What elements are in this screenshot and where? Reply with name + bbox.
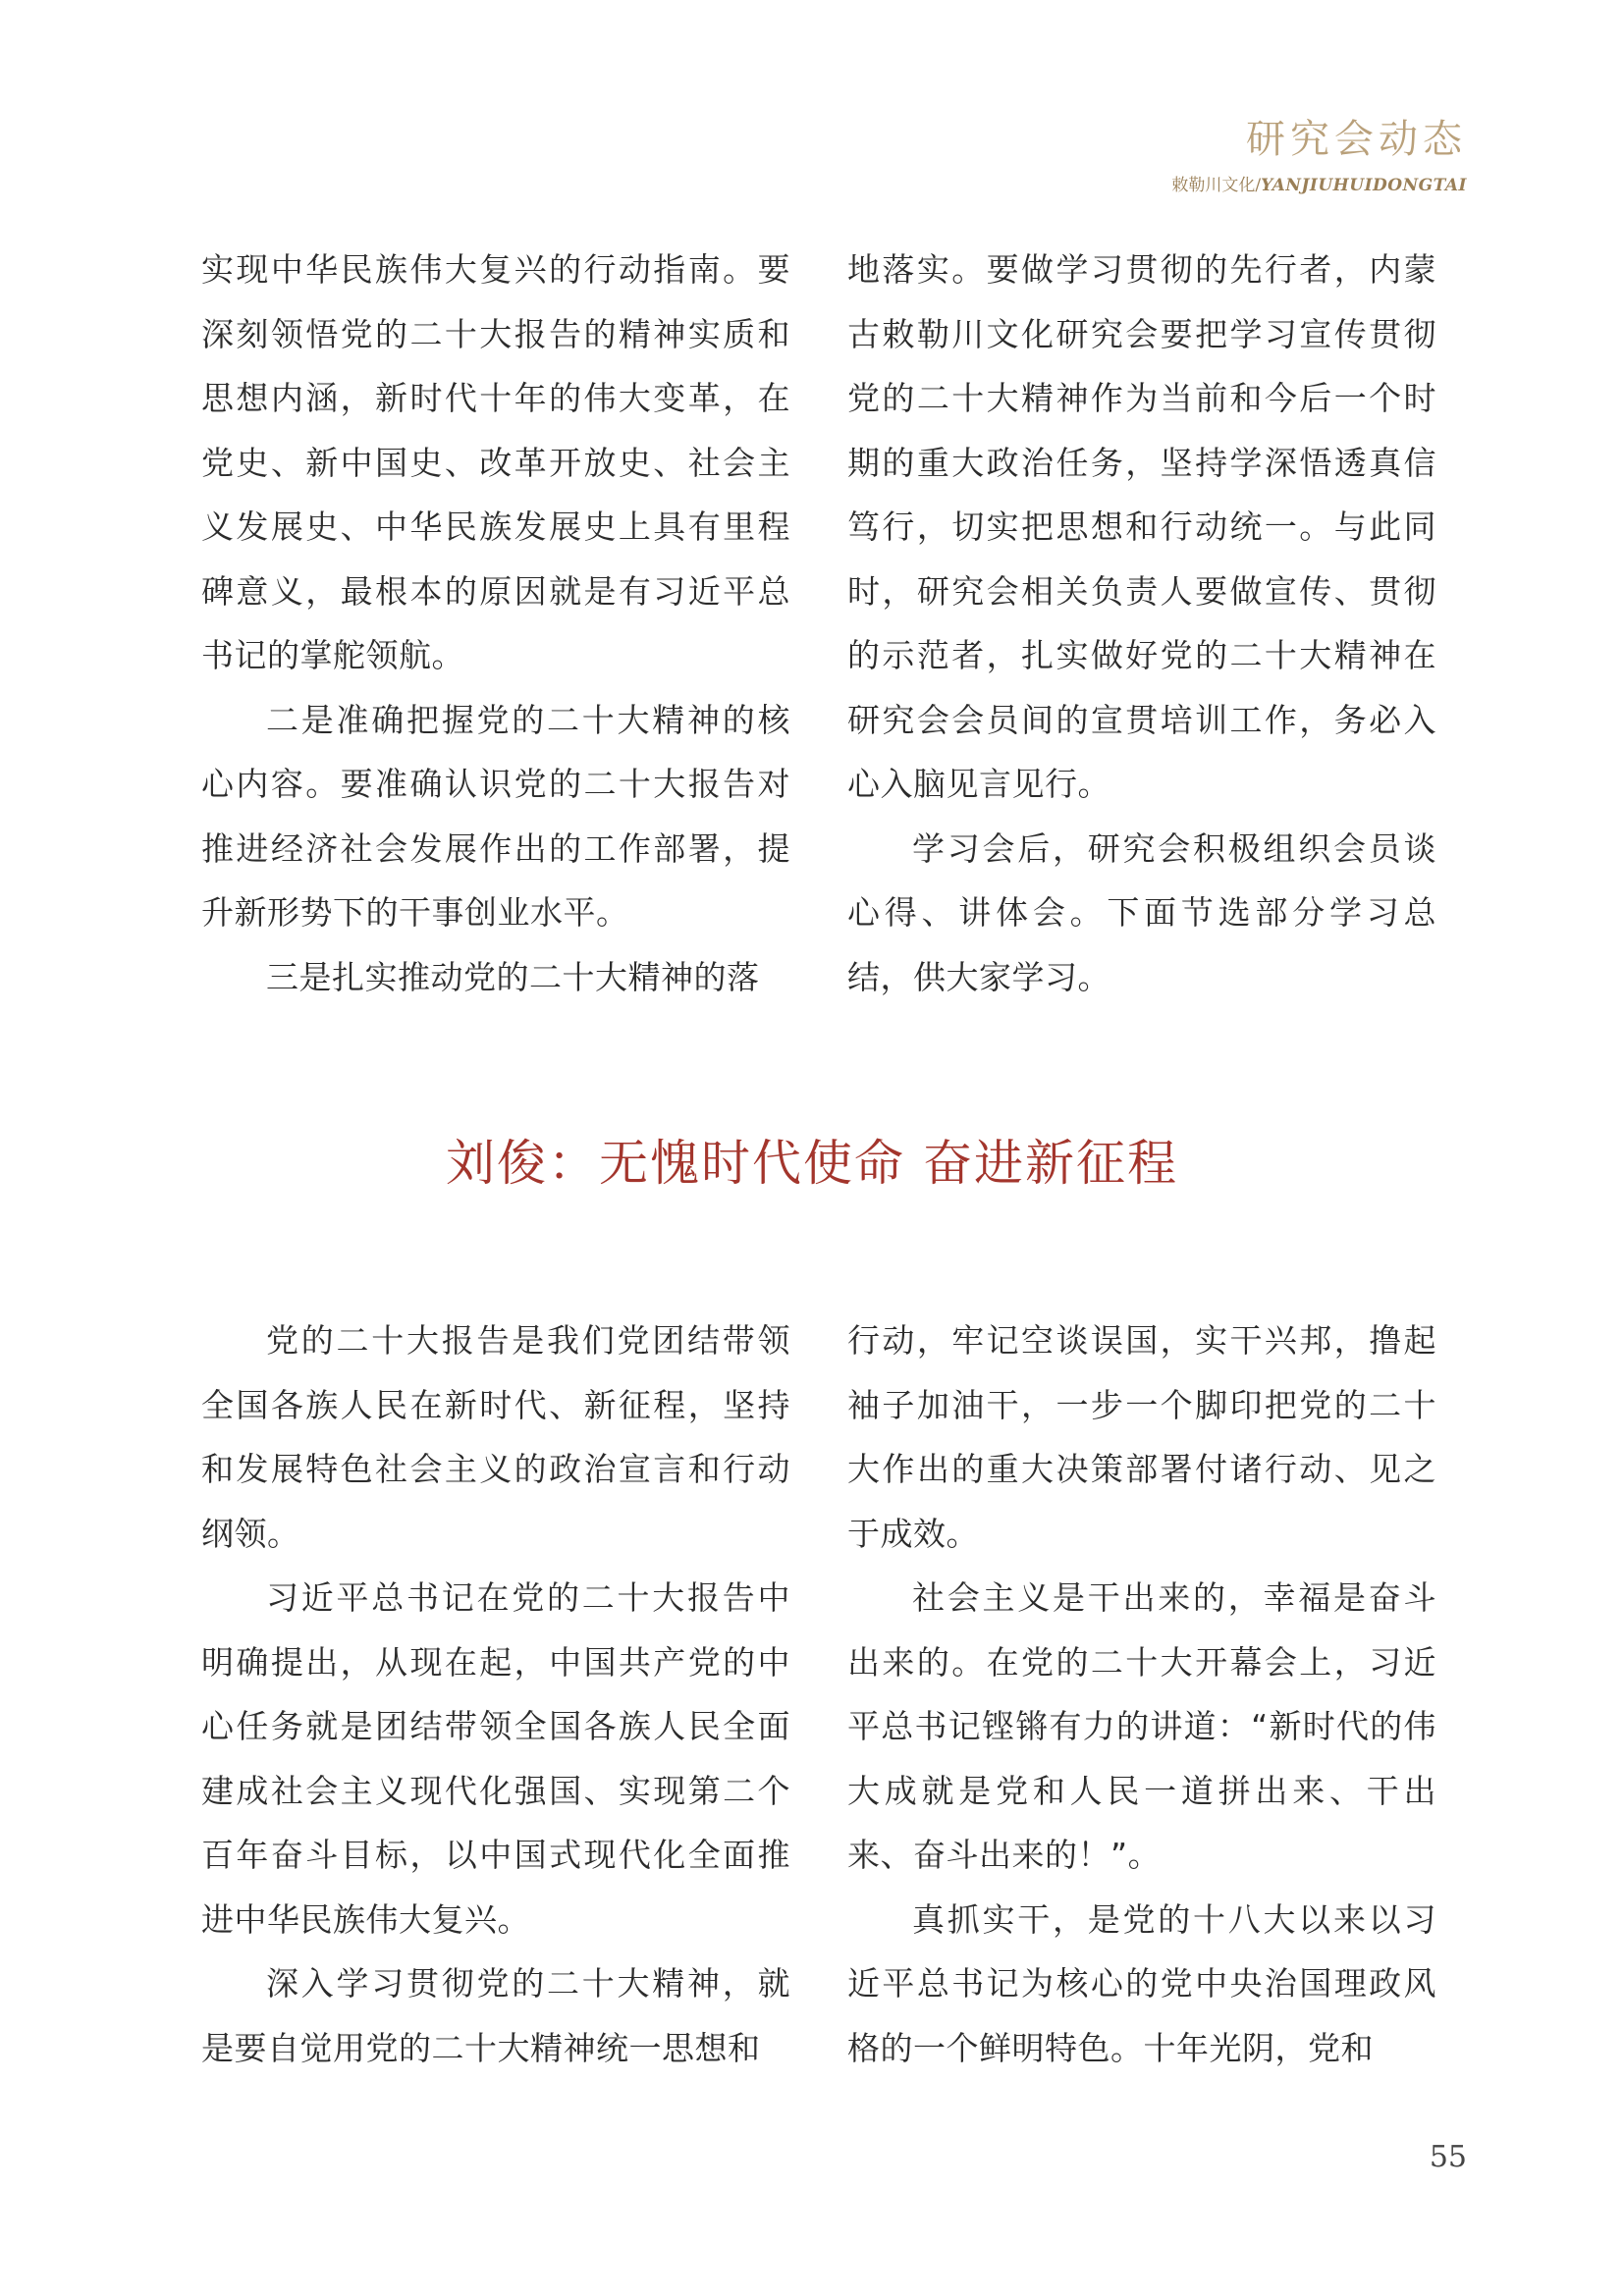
top-left-column [201,238,790,1009]
paragraph: 社会主义是干出来的，幸福是奋斗出来的。在党的二十大开幕会上，习近平总书记铿锵有力的讲道：“新时代的伟大成就是党和人民一道拼出来、干出来、奋斗出来的！”。 [847,1578,1436,1874]
paragraph: 真抓实干，是党的十八大以来以习近平总书记为核心的党中央治国理政风格的一个鲜明特色。十年光阴，党和 [847,1899,1436,2067]
page-number: 55 [1429,2140,1467,2174]
paragraph: 党的二十大报告是我们党团结带领全国各族人民在新时代、新征程，坚持和发展特色社会主义的政治宣言和行动纲领。 [201,1321,790,1553]
paragraph: 学习会后，研究会积极组织会员谈心得、讲体会。下面节选部分学习总结，供大家学习。 [847,828,1436,996]
paragraph: 二是准确把握党的二十大精神的核心内容。要准确认识党的二十大报告对推进经济社会发展作出的工作部署，提升新形势下的干事创业水平。 [201,700,790,932]
bottom-right-column [847,1308,1436,2080]
section-header [1171,116,1467,195]
subtitle-cn: 敕勒川文化 [1171,176,1256,195]
article-title: 刘俊：无愧时代使命 奋进新征程 [446,1135,1178,1192]
paragraph: 实现中华民族伟大复兴的行动指南。要深刻领悟党的二十大报告的精神实质和思想内涵，新时代十年的伟大变革，在党史、新中国史、改革开放史、社会主义发展史、中华民族发展史上具有里程碑意义，最根本的原因就是有习近平总书记的掌舵领航。 [201,250,790,674]
paragraph: 习近平总书记在党的二十大报告中明确提出，从现在起，中国共产党的中心任务就是团结带领全国各族人民全面建成社会主义现代化强国、实现第二个百年奋斗目标，以中国式现代化全面推进中华民族伟大复兴。 [201,1578,790,1939]
paragraph: 三是扎实推动党的二十大精神的落 [266,957,760,996]
section-subtitle [1171,171,1467,195]
subtitle-separator: / [1255,176,1262,195]
paragraph: 深入学习贯彻党的二十大精神，就是要自觉用党的二十大精神统一思想和 [201,1964,790,2067]
top-right-column [847,238,1436,1009]
section-title: 研究会动态 [1246,117,1467,162]
paragraph: 行动，牢记空谈误国，实干兴邦，撸起袖子加油干，一步一个脚印把党的二十大作出的重大决策部署付诸行动、见之于成效。 [847,1321,1436,1553]
bottom-left-column [201,1308,790,2080]
subtitle-en: YANJIUHUIDONGTAI [1261,176,1467,195]
paragraph: 地落实。要做学习贯彻的先行者，内蒙古敕勒川文化研究会要把学习宣传贯彻党的二十大精神作为当前和今后一个时期的重大政治任务，坚持学深悟透真信笃行，切实把思想和行动统一。与此同时，研究会相关负责人要做宣传、贯彻的示范者，扎实做好党的二十大精神在研究会会员间的宣贯培训工作，务必入心入脑见言见行。 [847,250,1436,803]
